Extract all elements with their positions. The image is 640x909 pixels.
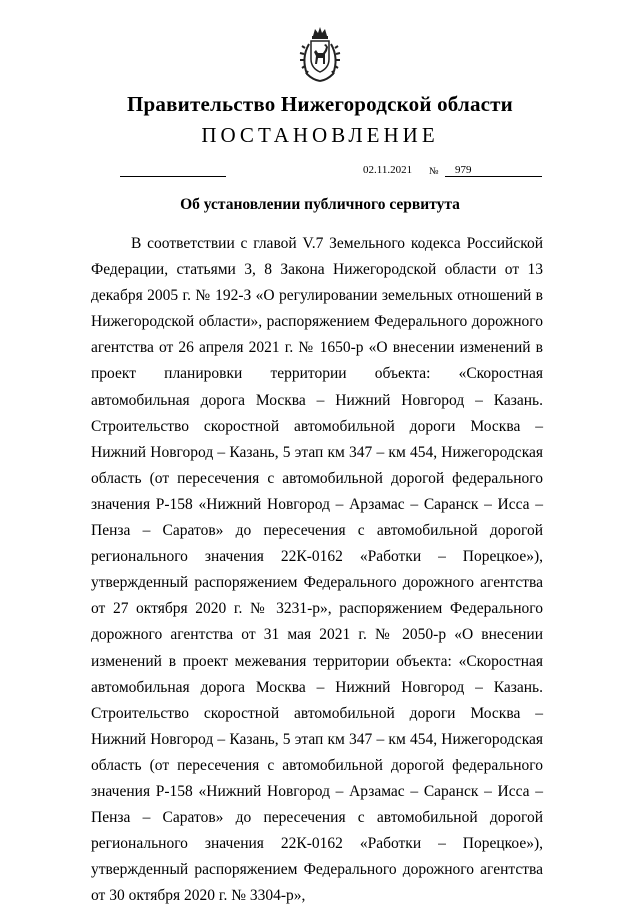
coat-of-arms-icon (299, 26, 341, 82)
document-type: ПОСТАНОВЛЕНИЕ (201, 123, 439, 147)
body-paragraph: В соответствии с главой V.7 Земельного кодекса Российской Федерации, статьями 3, 8 Закона Нижегородской области от 13 декабря 2005 г. № 192-З «О регулировании земельных отношений в Нижегородской области», распоряжением Федерального дорожного агентства от 26 апреля 2021 г. № 1650-р «О внесении изменений в проект планировки территории объекта: «Скоростная автомобильная дорога Москва – Нижний Новгород – Казань. Строительство скоростной автомобильной дороги Москва – Нижний Новгород – Казань, 5 этап км 347 – км 454, Нижегородская область (от пересечения с автомобильной дорогой федерального значения Р-158 «Нижний Новгород – Арзамас – Саранск – Исса – Пенза – Саратов» до пересечения с автомобильной дорогой регионального значения 22К-0162 «Работки – Порецкое»), утвержденный распоряжением Федерального дорожного агентства от 27 октября 2020 г. № 3231-р», распоряжением Федерального дорожного агентства от 31 мая 2021 г. № 2050-р «О внесении изменений в проект межевания территории объекта: «Скоростная автомобильная дорога Москва – Нижний Новгород – Казань. Строительство скоростной автомобильной дороги Москва – Нижний Новгород – Казань, 5 этап км 347 – км 454, Нижегородская область (от пересечения с автомобильной дорогой федерального значения Р-158 «Нижний Новгород – Арзамас – Саранск – Исса – Пенза – Саратов» до пересечения с автомобильной дорогой регионального значения 22К-0162 «Работки – Порецкое»), утвержденный распоряжением Федерального дорожного агентства от 30 октября 2020 г. № 3304-р», (91, 235, 543, 905)
government-name: Правительство Нижегородской области (127, 92, 513, 116)
document-date: 02.11.2021 (363, 164, 413, 176)
document-number: 979 (455, 164, 472, 176)
document-subject: Об установлении публичного сервитута (180, 196, 460, 213)
blank-line (120, 176, 226, 177)
number-underline (445, 176, 542, 177)
number-label: № (429, 166, 439, 177)
